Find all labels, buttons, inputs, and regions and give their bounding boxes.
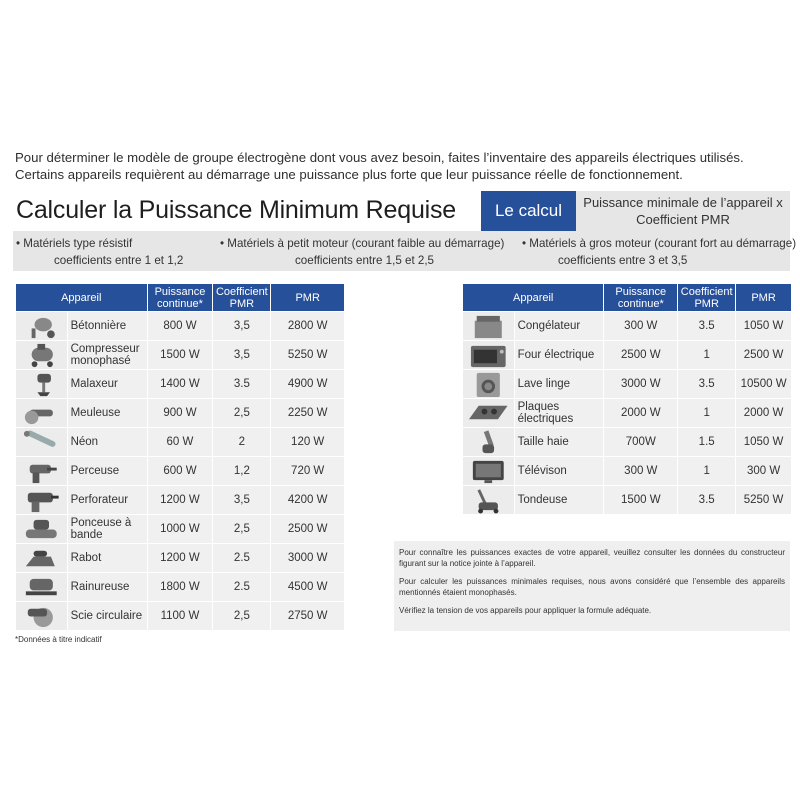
cell-coefficient: 2,5 xyxy=(213,602,271,631)
cell-coefficient: 1.5 xyxy=(678,428,736,457)
cell-pmr: 3000 W xyxy=(271,544,345,573)
category-resistive xyxy=(16,235,183,269)
appliance-table-left xyxy=(15,283,345,631)
lawnmower-icon xyxy=(463,487,514,514)
cell-coefficient: 2,5 xyxy=(213,515,271,544)
cell-coefficient: 1 xyxy=(678,399,736,428)
cell-appareil: Ponceuse à bande xyxy=(67,515,147,544)
category-band xyxy=(13,231,797,271)
cell-pmr: 2500 W xyxy=(736,341,792,370)
oven-icon xyxy=(463,342,514,369)
note-1: Pour connaître les puissances exactes de votre appareil, veuillez consulter les données du constructeur figurant sur la notice jointe à l’appareil. xyxy=(399,548,785,568)
cell-coefficient: 1 xyxy=(678,341,736,370)
category-small-motor-title: • Matériels à petit moteur (courant faible au démarrage) xyxy=(220,237,505,250)
formula-line-1: Puissance minimale de l’appareil x xyxy=(583,195,783,210)
cell-puissance: 1400 W xyxy=(147,370,213,399)
mixer-icon xyxy=(16,371,67,398)
intro-line-1: Pour déterminer le modèle de groupe électrogène dont vous avez besoin, faites l’inventaire des appareils électriques utilisés. xyxy=(15,150,744,165)
concrete-mixer-icon xyxy=(16,313,67,340)
circular-saw-icon xyxy=(16,603,67,630)
formula-box xyxy=(576,191,790,231)
category-big-motor xyxy=(522,235,796,269)
cell-pmr: 4500 W xyxy=(271,573,345,602)
category-resistive-title: • Matériels type résistif xyxy=(16,237,133,250)
cell-coefficient: 3.5 xyxy=(213,370,271,399)
icon-cell xyxy=(16,312,68,341)
cell-coefficient: 3.5 xyxy=(678,486,736,515)
table-row xyxy=(463,486,792,515)
cell-coefficient: 3,5 xyxy=(213,312,271,341)
cell-puissance: 1200 W xyxy=(147,486,213,515)
cell-appareil: Four électrique xyxy=(514,341,604,370)
belt-sander-icon xyxy=(16,516,67,543)
cell-pmr: 2750 W xyxy=(271,602,345,631)
cell-coefficient: 3,5 xyxy=(213,341,271,370)
cell-appareil: Bétonnière xyxy=(67,312,147,341)
table-row xyxy=(16,457,345,486)
cell-appareil: Taille haie xyxy=(514,428,604,457)
cell-appareil: Lave linge xyxy=(514,370,604,399)
cell-appareil: Rabot xyxy=(67,544,147,573)
icon-cell xyxy=(463,370,515,399)
rotary-hammer-icon xyxy=(16,487,67,514)
header-pmr: PMR xyxy=(271,284,345,312)
table-header-row xyxy=(16,284,345,312)
table-row xyxy=(16,544,345,573)
table-row xyxy=(16,602,345,631)
cell-pmr: 2800 W xyxy=(271,312,345,341)
compressor-icon xyxy=(16,342,67,369)
icon-cell xyxy=(16,457,68,486)
cell-pmr: 1050 W xyxy=(736,312,792,341)
cell-puissance: 1200 W xyxy=(147,544,213,573)
table-row xyxy=(463,457,792,486)
icon-cell xyxy=(16,399,68,428)
cell-pmr: 10500 W xyxy=(736,370,792,399)
header-appareil: Appareil xyxy=(16,284,148,312)
cell-puissance: 1800 W xyxy=(147,573,213,602)
cell-pmr: 2000 W xyxy=(736,399,792,428)
table-row xyxy=(16,399,345,428)
hotplate-icon xyxy=(463,400,514,427)
icon-cell xyxy=(16,370,68,399)
cell-coefficient: 1,2 xyxy=(213,457,271,486)
cell-appareil: Scie circulaire xyxy=(67,602,147,631)
cell-appareil: Néon xyxy=(67,428,147,457)
washing-machine-icon xyxy=(463,371,514,398)
cell-appareil: Télévison xyxy=(514,457,604,486)
table-header-row xyxy=(463,284,792,312)
table-row xyxy=(463,399,792,428)
cell-pmr: 720 W xyxy=(271,457,345,486)
cell-appareil: Perforateur xyxy=(67,486,147,515)
category-small-motor-coef: coefficients entre 1,5 et 2,5 xyxy=(295,254,435,267)
planer-icon xyxy=(16,545,67,572)
cell-puissance: 300 W xyxy=(604,457,678,486)
table-row xyxy=(463,341,792,370)
cell-puissance: 800 W xyxy=(147,312,213,341)
cell-puissance: 2000 W xyxy=(604,399,678,428)
cell-puissance: 2500 W xyxy=(604,341,678,370)
footnote: *Données à titre indicatif xyxy=(15,635,102,644)
icon-cell xyxy=(463,312,515,341)
title-bar xyxy=(14,191,790,231)
header-puissance: Puissance continue* xyxy=(604,284,678,312)
cell-coefficient: 2 xyxy=(213,428,271,457)
cell-puissance: 1000 W xyxy=(147,515,213,544)
cell-appareil: Tondeuse xyxy=(514,486,604,515)
intro-text xyxy=(15,149,800,183)
table-row xyxy=(16,515,345,544)
table-row xyxy=(16,341,345,370)
icon-cell xyxy=(463,428,515,457)
grinder-icon xyxy=(16,400,67,427)
cell-coefficient: 1 xyxy=(678,457,736,486)
cell-appareil: Perceuse xyxy=(67,457,147,486)
cell-puissance: 60 W xyxy=(147,428,213,457)
icon-cell xyxy=(16,602,68,631)
cell-pmr: 5250 W xyxy=(271,341,345,370)
header-coefficient: Coefficient PMR xyxy=(213,284,271,312)
formula-line-2: Coefficient PMR xyxy=(636,212,730,227)
cell-puissance: 300 W xyxy=(604,312,678,341)
category-resistive-coef: coefficients entre 1 et 1,2 xyxy=(54,254,184,267)
note-3: Vérifiez la tension de vos appareils pour appliquer la formule adéquate. xyxy=(399,606,652,615)
category-big-motor-title: • Matériels à gros moteur (courant fort au démarrage) xyxy=(522,237,797,250)
icon-cell xyxy=(463,457,515,486)
table-row xyxy=(463,428,792,457)
header-pmr: PMR xyxy=(736,284,792,312)
cell-pmr: 2250 W xyxy=(271,399,345,428)
cell-appareil: Compresseur monophasé xyxy=(67,341,147,370)
cell-puissance: 900 W xyxy=(147,399,213,428)
table-row xyxy=(463,370,792,399)
cell-pmr: 1050 W xyxy=(736,428,792,457)
cell-coefficient: 3.5 xyxy=(678,312,736,341)
cell-appareil: Rainureuse xyxy=(67,573,147,602)
cell-pmr: 120 W xyxy=(271,428,345,457)
cell-appareil: Meuleuse xyxy=(67,399,147,428)
icon-cell xyxy=(16,573,68,602)
cell-pmr: 4200 W xyxy=(271,486,345,515)
table-row xyxy=(16,573,345,602)
neon-tube-icon xyxy=(16,429,67,456)
cell-puissance: 1100 W xyxy=(147,602,213,631)
cell-pmr: 5250 W xyxy=(736,486,792,515)
cell-pmr: 300 W xyxy=(736,457,792,486)
header-appareil: Appareil xyxy=(463,284,604,312)
header-coefficient: Coefficient PMR xyxy=(678,284,736,312)
icon-cell xyxy=(16,544,68,573)
cell-coefficient: 3.5 xyxy=(678,370,736,399)
cell-puissance: 600 W xyxy=(147,457,213,486)
cell-coefficient: 2.5 xyxy=(213,573,271,602)
header-puissance: Puissance continue* xyxy=(147,284,213,312)
table-row xyxy=(463,312,792,341)
table-row xyxy=(16,312,345,341)
cell-coefficient: 2.5 xyxy=(213,544,271,573)
television-icon xyxy=(463,458,514,485)
icon-cell xyxy=(463,399,515,428)
cell-pmr: 2500 W xyxy=(271,515,345,544)
appliance-table-right xyxy=(462,283,792,515)
table-row xyxy=(16,486,345,515)
cell-puissance: 1500 W xyxy=(147,341,213,370)
cell-appareil: Malaxeur xyxy=(67,370,147,399)
icon-cell xyxy=(16,341,68,370)
cell-puissance: 700W xyxy=(604,428,678,457)
icon-cell xyxy=(16,515,68,544)
intro-line-2: Certains appareils requièrent au démarrage une puissance plus forte que leur puissance réelle de fonctionnement. xyxy=(15,167,683,182)
icon-cell xyxy=(463,486,515,515)
table-row xyxy=(16,370,345,399)
cell-coefficient: 2,5 xyxy=(213,399,271,428)
cell-puissance: 1500 W xyxy=(604,486,678,515)
page-title: Calculer la Puissance Minimum Requise xyxy=(16,196,456,224)
drill-icon xyxy=(16,458,67,485)
icon-cell xyxy=(16,486,68,515)
category-big-motor-coef: coefficients entre 3 et 3,5 xyxy=(558,254,688,267)
category-small-motor xyxy=(220,235,504,269)
icon-cell xyxy=(16,428,68,457)
note-2: Pour calculer les puissances minimales requises, nous avons considéré que l’ensemble des appareils mentionnés étaient monophasés. xyxy=(399,577,785,597)
calcul-label: Le calcul xyxy=(481,191,576,231)
table-row xyxy=(16,428,345,457)
cell-puissance: 3000 W xyxy=(604,370,678,399)
hedge-trimmer-icon xyxy=(463,429,514,456)
cell-pmr: 4900 W xyxy=(271,370,345,399)
cell-coefficient: 3,5 xyxy=(213,486,271,515)
router-icon xyxy=(16,574,67,601)
cell-appareil: Congélateur xyxy=(514,312,604,341)
cell-appareil: Plaques électriques xyxy=(514,399,604,428)
freezer-icon xyxy=(463,313,514,340)
icon-cell xyxy=(463,341,515,370)
notes-box xyxy=(394,541,790,631)
